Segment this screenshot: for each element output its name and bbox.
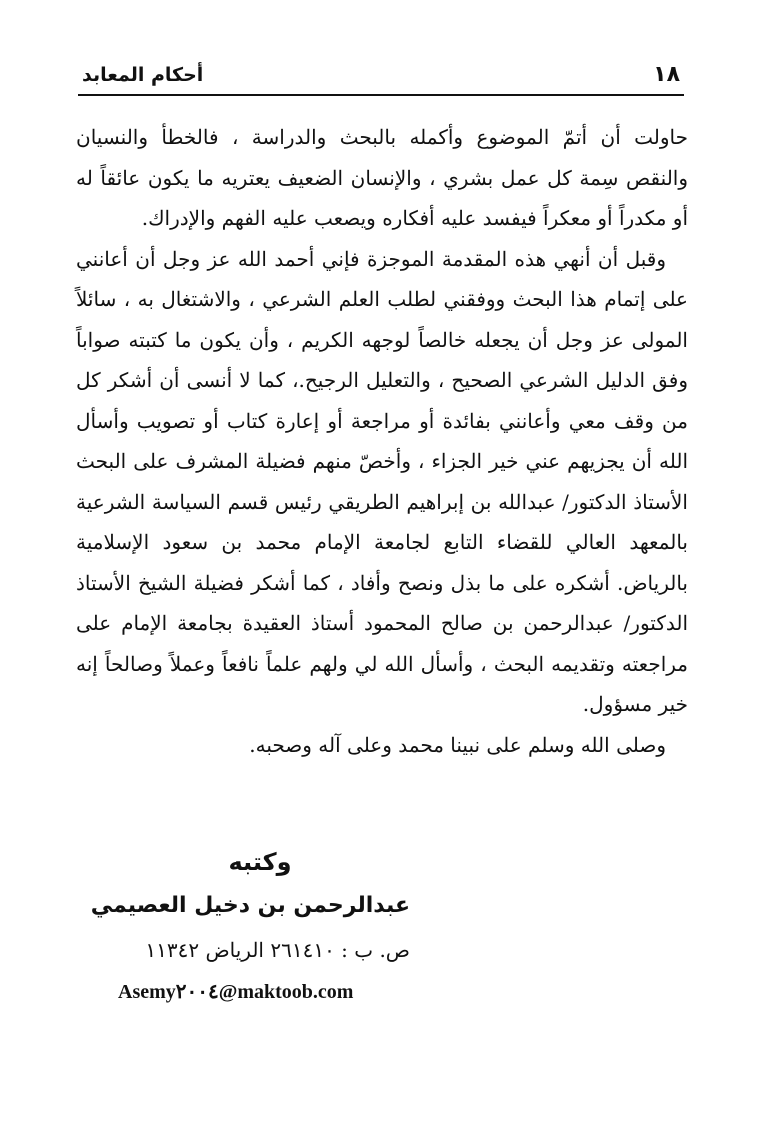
paragraph-acknowledgements: وقبل أن أنهي هذه المقدمة الموجزة فإني أحمد الله عز وجل أن أعانني على إتمام هذا البحث ووفقني لطلب العلم الشرعي ، والاشتغال به ، سائلاً المولى عز وجل أن يجعله خالصاً لوجهه الكريم ، وأن يكون ما كتبته صواباً وفق الدليل الشرعي الصحيح ، والتعليل الرجيح.، كما لا أنسى أن أشكر كل من وقف معي وأعانني بفائدة أو مراجعة أو إعارة كتاب أو تصويب وأسأل الله أن يجزيهم عني خير الجزاء ، وأخصّ منهم فضيلة المشرف على البحث الأستاذ الدكتور/ عبدالله بن إبراهيم الطريقي رئيس قسم السياسة الشرعية بالمعهد العالي للقضاء التابع لجامعة الإمام محمد بن سعود الإسلامية بالرياض. أشكره على ما بذل ونصح وأفاد ، كما أشكر فضيلة الشيخ الأستاذ الدكتور/ عبدالرحمن بن صالح المحمود أستاذ العقيدة بجامعة الإمام على مراجعته وتقديمه البحث ، وأسأل الله لي ولهم علماً نافعاً وعملاً وصالحاً إنه خير مسؤول. [76,246,688,716]
signature-block [90,840,410,1012]
page-header [78,60,684,96]
page-number: ١٨ [653,62,680,87]
running-title: أحكام المعابد [82,64,204,86]
signature-label: وكتبه [228,848,292,876]
author-email: Asemy٢٠٠٤@maktoob.com [118,981,354,1003]
author-name: عبدالرحمن بن دخيل العصيمي [90,893,410,918]
po-box-address: ص. ب : ٢٦١٤١٠ الرياض ١١٣٤٢ [145,938,410,962]
paragraph-closing-intro: حاولت أن أتمّ الموضوع وأكمله بالبحث والدراسة ، فالخطأ والنسيان والنقص سِمة كل عمل بشري ، والإنسان الضعيف يعتريه ما يكون عائقاً له أو مكدراً أو معكراً فيفسد عليه أفكاره ويصعب عليه الفهم والإدراك. [76,125,688,230]
paragraph-salutation: وصلى الله وسلم على نبينا محمد وعلى آله وصحبه. [249,732,666,757]
body-text [76,117,688,765]
